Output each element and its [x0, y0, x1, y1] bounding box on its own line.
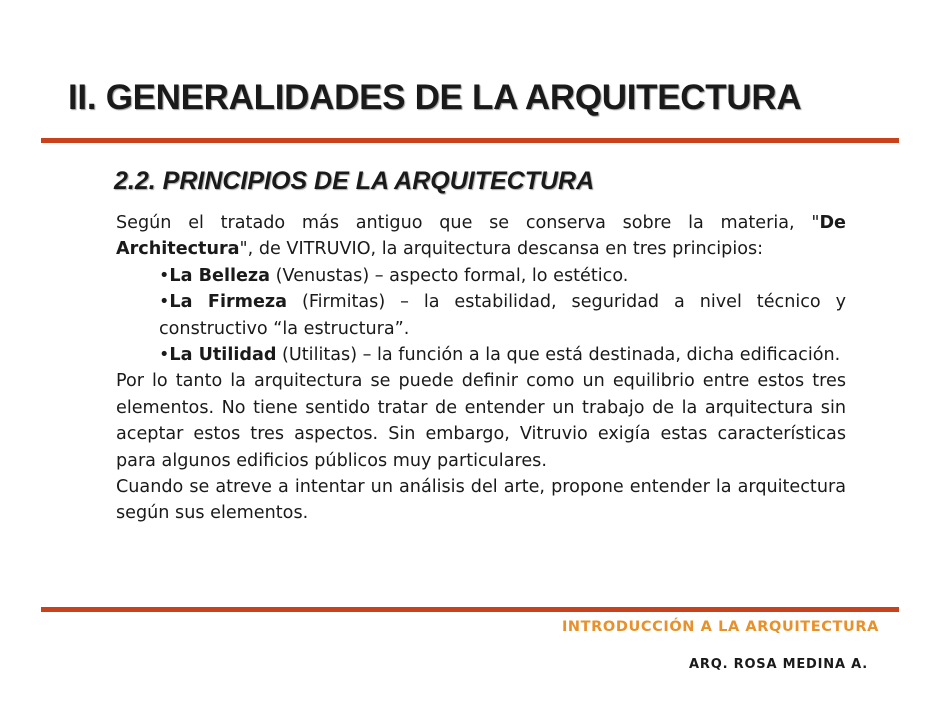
- slide-body: [116, 210, 846, 527]
- intro-text-after: ", de VITRUVIO, la arquitectura descansa en tres principios:: [239, 239, 764, 260]
- bullet-marker: •: [159, 292, 170, 313]
- principle-item-utilidad: [116, 342, 846, 368]
- section-subtitle: 2.2. PRINCIPIOS DE LA ARQUITECTURA: [114, 167, 595, 195]
- top-divider: [41, 138, 899, 143]
- principle-description: (Firmitas) – la estabilidad, seguridad a nivel técnico y constructivo “la estructura”.: [159, 292, 846, 339]
- principle-name: La Utilidad: [169, 345, 277, 366]
- principle-name: La Firmeza: [169, 292, 288, 313]
- principle-item-firmeza: [116, 289, 846, 342]
- principle-name: La Belleza: [169, 265, 271, 286]
- footer-author: ARQ. ROSA MEDINA A.: [689, 657, 868, 672]
- bullet-marker: •: [159, 265, 170, 286]
- intro-book-title: De Architectura: [116, 213, 846, 260]
- intro-paragraph: [116, 210, 846, 263]
- principle-description: (Venustas) – aspecto formal, lo estético.: [270, 265, 629, 286]
- slide-title: II. GENERALIDADES DE LA ARQUITECTURA: [68, 78, 802, 117]
- principle-description: (Utilitas) – la función a la que está destinada, dicha edificación.: [276, 345, 841, 366]
- intro-text-before: Según el tratado más antiguo que se conserva sobre la materia, ": [116, 213, 820, 233]
- bottom-divider: [41, 607, 899, 612]
- footer-course-title: INTRODUCCIÓN A LA ARQUITECTURA: [561, 619, 879, 635]
- bullet-marker: •: [159, 345, 170, 366]
- conclusion-paragraph: Por lo tanto la arquitectura se puede definir como un equilibrio entre estos tres elementos. No tiene sentido tratar de entender un trabajo de la arquitectura sin aceptar estos tres aspectos. Sin embargo, Vitruvio exigía estas características para algunos edificios públicos muy particulares.: [116, 371, 846, 471]
- analysis-paragraph: Cuando se atreve a intentar un análisis del arte, propone entender la arquitectura según sus elementos.: [116, 477, 846, 524]
- principle-item-belleza: [116, 263, 846, 289]
